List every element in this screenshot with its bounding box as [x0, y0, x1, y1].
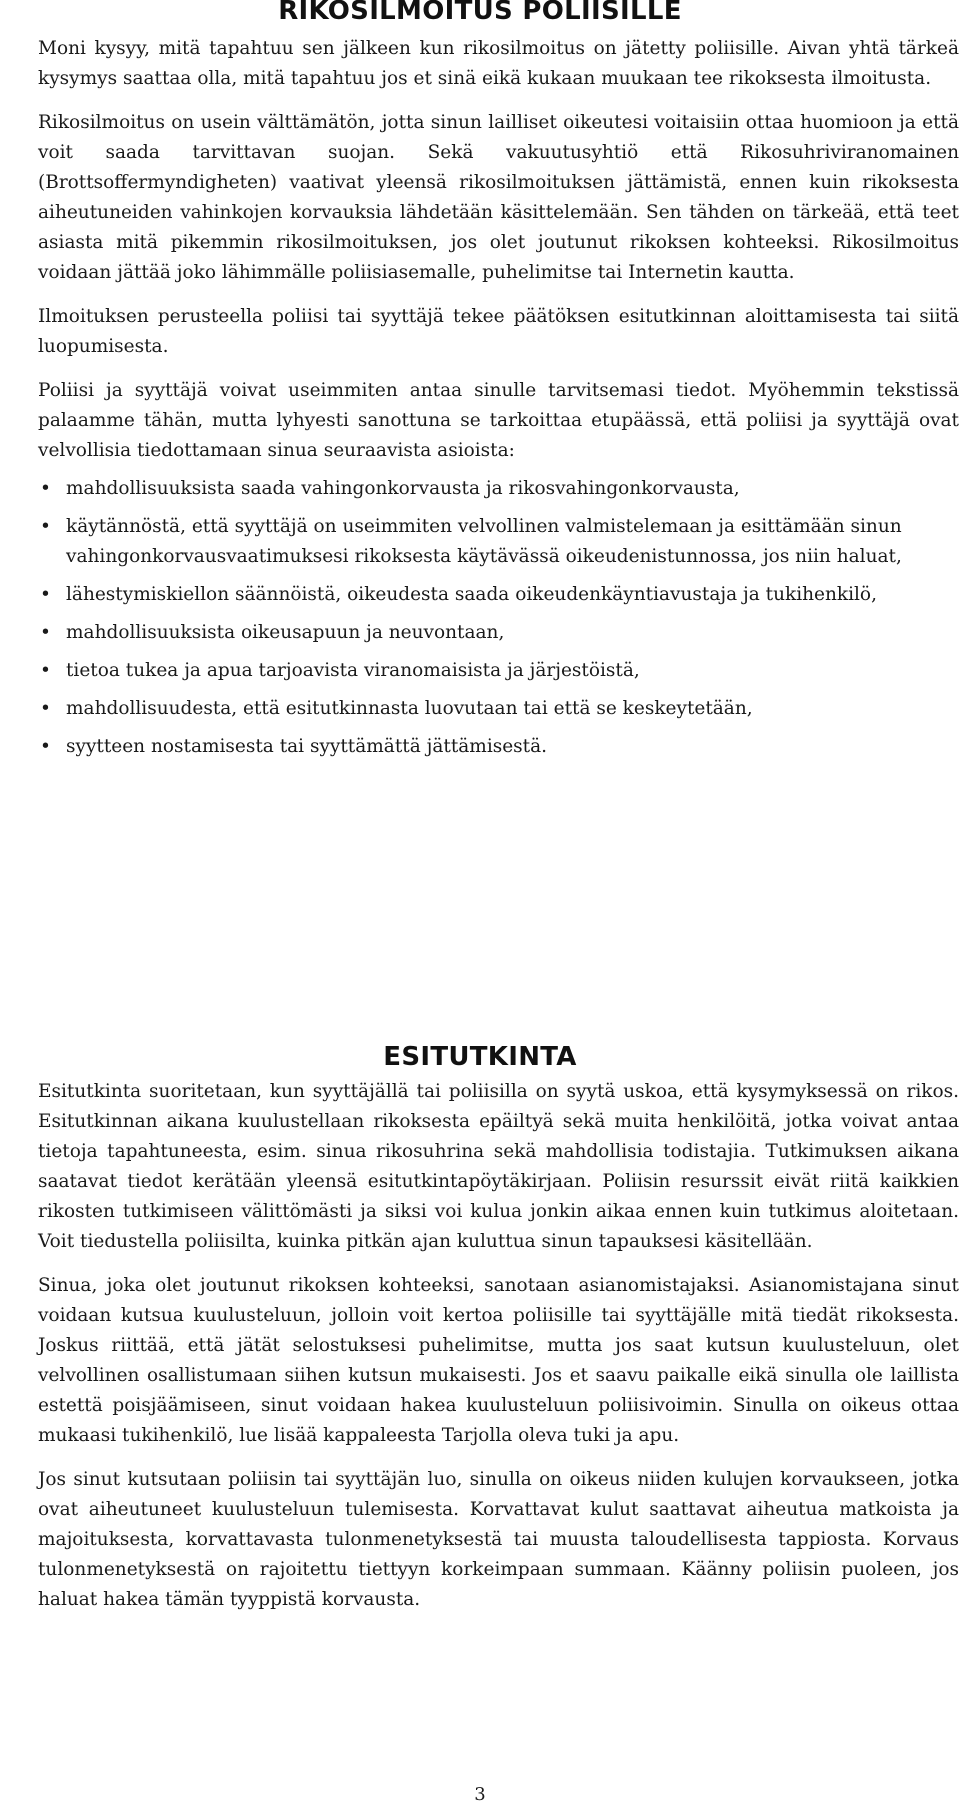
bullet-icon: • — [40, 478, 51, 499]
list-item — [38, 656, 959, 686]
paragraph: Moni kysyy, mitä tapahtuu sen jälkeen kun rikosilmoitus on jätetty poliisille. Aivan yhtä tärkeä kysymys saattaa olla, mitä tapahtuu jos et sinä eikä kukaan muukaan tee rikoksesta ilmoitusta. — [38, 38, 959, 89]
bullet-icon: • — [40, 660, 51, 681]
section-heading-esitutkinta: ESITUTKINTA — [383, 1042, 577, 1072]
list-item-text: käytännöstä, että syyttäjä on useimmiten velvollinen valmistelemaan ja esittämään sinun vahingonkorvausvaatimuksesi rikoksesta käytävässä oikeudenistunnossa, jos niin haluat, — [66, 516, 902, 567]
list-item-text: mahdollisuudesta, että esitutkinnasta luovutaan tai että se keskeytetään, — [66, 698, 753, 719]
paragraph: Rikosilmoitus on usein välttämätön, jotta sinun lailliset oikeutesi voitaisiin ottaa huomioon ja että voit saada tarvittavan suojan. Sekä vakuutusyhtiö että Rikosuhriviranomainen (Brottsoffermyndigheten) vaativat yleensä rikosilmoituksen jättämistä, ennen kuin rikoksesta aiheutuneiden vahinkojen korvauksia lähdetään käsittelemään. Sen tähden on tärkeää, että teet asiasta mitä pikemmin rikosilmoituksen, jos olet joutunut rikoksen kohteeksi. Rikosilmoitus voidaan jättää joko lähimmälle poliisiasemalle, puhelimitse tai Internetin kautta. — [38, 112, 959, 283]
page-number: 3 — [474, 1784, 486, 1805]
list-item — [38, 474, 959, 504]
paragraph: Esitutkinta suoritetaan, kun syyttäjällä tai poliisilla on syytä uskoa, että kysymyksessä on rikos. Esitutkinnan aikana kuulustellaan rikoksesta epäiltyä sekä muita henkilöitä, jotka voivat antaa tietoja tapahtuneesta, esim. sinua rikosuhrina sekä mahdollisia todistajia. Tutkimuksen aikana saatavat tiedot kerätään yleensä esitutkintapöytäkirjaan. Poliisin resurssit eivät riitä kaikkien rikosten tutkimiseen välittömästi ja siksi voi kulua jonkin aikaa ennen kuin tutkimus aloitetaan. Voit tiedustella poliisilta, kuinka pitkän ajan kuluttua sinun tapauksesi käsitellään. — [38, 1081, 959, 1252]
list-item-text: lähestymiskiellon säännöistä, oikeudesta saada oikeudenkäyntiavustaja ja tukihenkilö, — [66, 584, 877, 605]
bullet-icon: • — [40, 584, 51, 605]
paragraph: Poliisi ja syyttäjä voivat useimmiten antaa sinulle tarvitsemasi tiedot. Myöhemmin tekstissä palaamme tähän, mutta lyhyesti sanottuna se tarkoittaa etupäässä, että poliisi ja syyttäjä ovat velvollisia tiedottamaan sinua seuraavista asioista: — [38, 380, 959, 461]
list-item — [38, 512, 959, 572]
list-item-text: syytteen nostamisesta tai syyttämättä jättämisestä. — [66, 736, 548, 757]
bullet-icon: • — [40, 736, 51, 757]
paragraph: Jos sinut kutsutaan poliisin tai syyttäjän luo, sinulla on oikeus niiden kulujen korvaukseen, jotka ovat aiheutuneet kuulusteluun tulemisesta. Korvattavat kulut saattavat aiheutua matkoista ja majoituksesta, korvattavasta tulonmenetyksestä tai muusta taloudellisesta tappiosta. Korvaus tulonmenetyksestä on rajoitettu tiettyyn korkeimpaan summaan. Käänny poliisin puoleen, jos haluat hakea tämän tyyppistä korvausta. — [38, 1469, 959, 1610]
section-rikosilmoitus-body — [38, 34, 959, 770]
bullet-icon: • — [40, 516, 51, 537]
bullet-icon: • — [40, 698, 51, 719]
paragraph: Ilmoituksen perusteella poliisi tai syyttäjä tekee päätöksen esitutkinnan aloittamisesta tai siitä luopumisesta. — [38, 306, 959, 357]
list-item-text: tietoa tukea ja apua tarjoavista viranomaisista ja järjestöistä, — [66, 660, 640, 681]
list-item — [38, 618, 959, 648]
bullet-icon: • — [40, 622, 51, 643]
list-item — [38, 732, 959, 762]
information-rights-list — [38, 474, 959, 762]
paragraph: Sinua, joka olet joutunut rikoksen kohteeksi, sanotaan asianomistajaksi. Asianomistajana sinut voidaan kutsua kuulusteluun, jolloin voit kertoa poliisille tai syyttäjälle mitä tiedät rikoksesta. Joskus riittää, että jätät selostuksesi puhelimitse, mutta jos saat kutsun kuulusteluun, olet velvollinen osallistumaan siihen kutsun mukaisesti. Jos et saavu paikalle eikä sinulla ole laillista estettä poisjäämiseen, sinut voidaan hakea kuulusteluun poliisivoimin. Sinulla on oikeus ottaa mukaasi tukihenkilö, lue lisää kappaleesta Tarjolla oleva tuki ja apu. — [38, 1275, 959, 1446]
list-item — [38, 694, 959, 724]
section-esitutkinta-body — [38, 1077, 959, 1629]
list-item-text: mahdollisuuksista oikeusapuun ja neuvontaan, — [66, 622, 505, 643]
section-heading-rikosilmoitus: RIKOSILMOITUS POLIISILLE — [278, 0, 682, 26]
list-item-text: mahdollisuuksista saada vahingonkorvausta ja rikosvahingonkorvausta, — [66, 478, 740, 499]
list-item — [38, 580, 959, 610]
